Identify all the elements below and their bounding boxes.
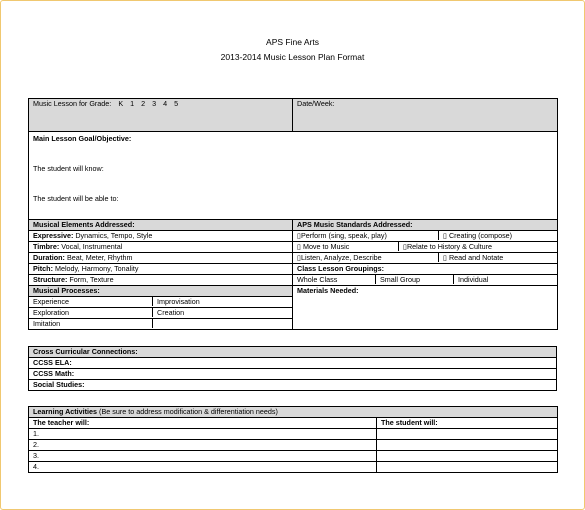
materials-cell[interactable]: Materials Needed: [293, 286, 558, 330]
cross-header: Cross Curricular Connections: [29, 347, 557, 358]
grade-cell[interactable] [29, 99, 293, 132]
ccss-math-cell[interactable]: CCSS Math: [29, 369, 557, 380]
will-know-label: The student will know: [33, 164, 104, 173]
page-subtitle: 2013-2014 Music Lesson Plan Format [220, 52, 365, 62]
social-studies-cell[interactable]: Social Studies: [29, 380, 557, 391]
groupings-label: Class Lesson Groupings: [293, 264, 558, 275]
standard-row[interactable] [293, 231, 558, 242]
date-label: Date/Week: [297, 99, 335, 108]
process-creation[interactable]: Creation [157, 308, 185, 317]
standard-row[interactable] [293, 253, 558, 264]
standard-item[interactable]: ▯ Read and Notate [443, 253, 504, 262]
activity-row[interactable]: 4. [29, 462, 377, 473]
goal-cell[interactable] [29, 132, 558, 220]
activity-row[interactable]: 3. [29, 451, 377, 462]
elements-header: Musical Elements Addressed: [29, 220, 293, 231]
activity-row[interactable]: 1. [29, 429, 377, 440]
grade-4[interactable]: 4 [163, 99, 168, 108]
date-cell[interactable] [293, 99, 558, 132]
activity-row[interactable]: 2. [29, 440, 377, 451]
grouping-individual[interactable]: Individual [458, 275, 489, 284]
standard-item[interactable]: ▯Relate to History & Culture [403, 242, 493, 251]
element-row[interactable]: Expressive: Dynamics, Tempo, Style [29, 231, 293, 242]
activity-student-cell[interactable] [377, 451, 558, 462]
grade-2[interactable]: 2 [141, 99, 146, 108]
standards-header: APS Music Standards Addressed: [293, 220, 558, 231]
teacher-will-header: The teacher will: [29, 418, 377, 429]
lesson-plan-table [28, 98, 558, 330]
element-row[interactable]: Pitch: Melody, Harmony, Tonality [29, 264, 293, 275]
groupings-row[interactable] [293, 275, 558, 286]
grouping-small-group[interactable]: Small Group [376, 275, 454, 284]
process-row[interactable] [29, 319, 293, 330]
process-exploration[interactable]: Exploration [29, 308, 153, 317]
grade-3[interactable]: 3 [152, 99, 157, 108]
grade-1[interactable]: 1 [130, 99, 135, 108]
standard-item[interactable]: ▯ Creating (compose) [443, 231, 513, 240]
learning-activities-table [28, 406, 558, 473]
element-row[interactable]: Structure: Form, Texture [29, 275, 293, 286]
grade-5[interactable]: 5 [174, 99, 179, 108]
process-row[interactable] [29, 297, 293, 308]
learning-header: Learning Activities (Be sure to address modification & differentiation needs) [29, 407, 558, 418]
grouping-whole-class[interactable]: Whole Class [293, 275, 376, 284]
grade-label: Music Lesson for Grade: [33, 99, 112, 108]
process-row[interactable] [29, 308, 293, 319]
able-to-label: The student will be able to: [33, 194, 119, 203]
activity-student-cell[interactable] [377, 462, 558, 473]
standard-item[interactable]: ▯ Move to Music [293, 242, 399, 251]
processes-header: Musical Processes: [29, 286, 293, 297]
standard-row[interactable] [293, 242, 558, 253]
activity-student-cell[interactable] [377, 429, 558, 440]
element-row[interactable]: Duration: Beat, Meter, Rhythm [29, 253, 293, 264]
activity-student-cell[interactable] [377, 440, 558, 451]
process-experience[interactable]: Experience [29, 297, 153, 306]
standard-item[interactable]: ▯Listen, Analyze, Describe [293, 253, 439, 262]
element-row[interactable]: Timbre: Vocal, Instrumental [29, 242, 293, 253]
standard-item[interactable]: ▯Perform (sing, speak, play) [293, 231, 439, 240]
ccss-ela-cell[interactable]: CCSS ELA: [29, 358, 557, 369]
process-improvisation[interactable]: Improvisation [157, 297, 200, 306]
cross-curricular-table [28, 346, 557, 391]
student-will-header: The student will: [377, 418, 558, 429]
process-imitation[interactable]: Imitation [29, 319, 153, 328]
page-title: APS Fine Arts [266, 37, 319, 47]
goal-label: Main Lesson Goal/Objective: [33, 134, 132, 143]
grade-k[interactable]: K [118, 99, 124, 108]
